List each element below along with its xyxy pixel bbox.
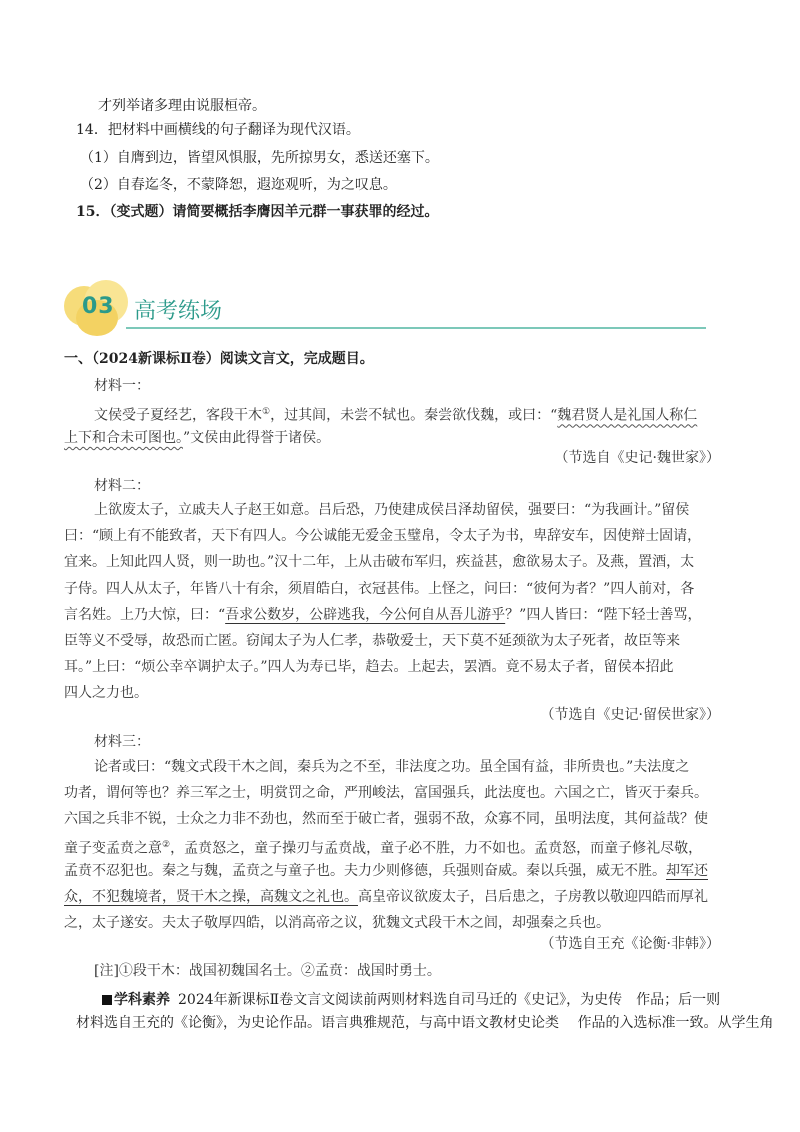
underlined-text: 吾求公数岁，公辟逃我，今公何自从吾儿游乎 [225,607,506,623]
material-3-line: 论者或曰：“魏文式段干木之闾，秦兵为之不至，非法度之功。虽全国有益，非所贵也。”夫法度之 [94,759,690,775]
question-14-1: （1）自膺到边，皆望风惧服，先所掠男女，悉送还塞下。 [80,150,439,166]
material-3-line: 孟贲不忍犯也。秦之与魏，孟贲之与童子也。夫力少则修德，兵强则奋威。秦以兵强，威无不胜。却军还 [64,863,708,879]
underlined-text: 却军还 [666,863,708,879]
question-14: 14．把材料中画横线的句子翻译为现代汉语。 [76,122,360,138]
material-2-line: 子侍。四人从太子，年皆八十有余，须眉皓白，衣冠甚伟。上怪之，问曰：“彼何为者？”四人前对，各 [64,581,695,597]
section-divider [126,327,706,329]
question-14-2: （2）自春迄冬，不蒙降恕，遐迩观听，为之叹息。 [80,177,397,193]
material-1-label: 材料一： [94,378,150,394]
underlined-text: 众，不犯魏境者，贤干木之操，高魏文之礼也。 [64,889,358,905]
material-2-line: 臣等义不受辱，故恐而亡匿。窃闻太子为人仁孝，恭敬爱士，天下莫不延颈欲为太子死者，故臣等来 [64,633,680,649]
material-3-line: 之，太子遂安。夫太子敬厚四皓，以消高帝之议，犹魏文式段干木之闾，却强秦之兵也。 [64,915,610,931]
material-2-line: 耳。”上曰：“烦公幸卒调护太子。”四人为寿已毕，趋去。上起去，罢酒。竟不易太子者，留侯本招此 [64,659,674,675]
literacy-line: 材料选自王充的《论衡》，为史论作品。语言典雅规范，与高中语文教材史论类 作品的入选标准一致。从学生角 [76,1015,774,1031]
material-2-line: 上欲废太子，立戚夫人子赵王如意。吕后恐，乃使建成侯吕泽劫留侯，强要曰：“为我画计。”留侯 [94,502,690,518]
literacy-line: 学科素养 2024年新课标Ⅱ卷文言文阅读前两则材料选自司马迁的《史记》，为史传 作品；后一则 [102,990,720,1010]
section-title: 高考练场 [134,299,223,324]
wavy-underlined-text: 上下和合未可图也。 [64,430,183,446]
material-3-label: 材料三： [94,734,150,750]
question-15: 15．（变式题）请简要概括李膺因羊元群一事获罪的经过。 [76,204,439,220]
material-2-source: （节选自《史记·留侯世家》） [540,707,720,723]
material-2-label: 材料二： [94,478,150,494]
square-bullet-icon [102,995,112,1005]
task-heading: 一、（2024新课标Ⅱ卷）阅读文言文，完成题目。 [64,351,374,367]
literacy-label: 学科素养 [114,992,170,1008]
footnote: [注]①段干木：战国初魏国名士。②孟贲：战国时勇士。 [94,963,441,979]
material-2-line: 曰：“顾上有不能致者，天下有四人。今公诚能无爱金玉璧帛，令太子为书，卑辞安车，因使辩士固请， [64,528,702,544]
text-line: 才列举诸多理由说服桓帝。 [98,98,266,114]
material-3-source: （节选自王充《论衡·非韩》） [540,936,720,952]
material-2-line: 言名姓。上乃大惊，曰：“吾求公数岁，公辟逃我，今公何自从吾儿游乎？”四人皆曰：“陛下轻士善骂， [64,607,702,623]
material-3-line: 众，不犯魏境者，贤干木之操，高魏文之礼也。高皇帝议欲废太子，吕后患之，子房教以敬迎四皓而厚礼 [64,889,708,905]
material-3-line: 功者，谓何等也？养三军之士，明赏罚之命，严刑峻法，富国强兵，此法度也。六国之亡，皆灭于秦兵。 [64,785,708,801]
material-1-line: 上下和合未可图也。”文侯由此得誉于诸侯。 [64,430,331,446]
material-3-line: 童子变孟贲之意②，孟贲怒之，童子操刃与孟贲战，童子必不胜，力不如也。孟贲怒，而童子修礼尽敬， [64,840,703,857]
material-2-line: 宜来。上知此四人贤，则一助也。”汉十二年，上从击破布军归，疾益甚，愈欲易太子。及燕，置酒，太 [64,554,695,570]
material-3-line: 六国之兵非不锐，士众之力非不劲也，然而至于破亡者，强弱不敌，众寡不同，虽明法度，其何益哉？使 [64,811,708,827]
section-number: 03 [82,294,115,319]
wavy-underlined-text: 魏君贤人是礼国人称仁 [557,407,698,424]
material-1-line: 文侯受子夏经艺，客段干木①，过其闾，未尝不轼也。秦尝欲伐魏，或曰：“魏君贤人是礼国人称仁 [94,407,698,424]
material-1-source: （节选自《史记·魏世家》） [554,450,720,466]
material-2-line: 四人之力也。 [64,685,148,701]
